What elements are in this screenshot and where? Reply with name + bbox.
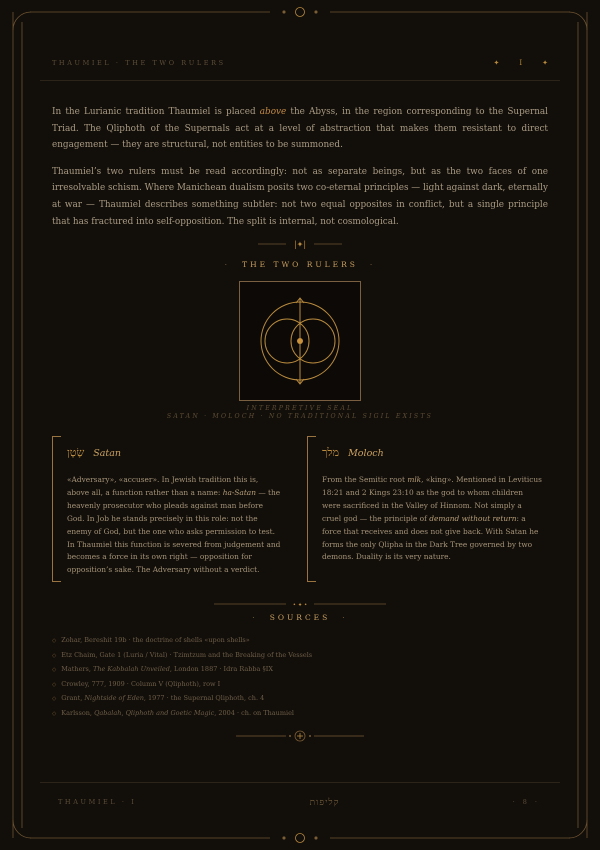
footer-hebrew: קליפות — [309, 797, 340, 808]
divider-ornament-icon — [0, 599, 600, 609]
diamond-bullet-icon: ◇ — [52, 710, 57, 717]
seal-caption-title: INTERPRETIVE SEAL — [246, 405, 354, 412]
paragraph-2: Thaumiel’s two rulers must be read accordingly: not as separate beings, but as the two faces of one irresolvable schism. Where Manichean dualism posits two co-eternal principles — light against dark, eternally at war — Thaumiel describes something subtler: not two equal opposites in conflict, but a single principle that has fractured into self-opposition. The split is internal, not cosmological. — [52, 166, 548, 227]
card-heading — [67, 446, 121, 459]
list-item: ◇ Etz Chaim, Gate 1 (Luria / Vital) · Tzimtzum and the Breaking of the Vessels — [52, 650, 313, 659]
section-title-rulers: · THE TWO RULERS · — [224, 260, 376, 269]
seal-caption-note: SATAN · MOLOCH · NO TRADITIONAL SIGIL EXISTS — [166, 413, 434, 420]
card-heading — [322, 446, 384, 459]
emphasis-above: above — [259, 107, 287, 117]
running-title: THAUMIEL · THE TWO RULERS — [52, 59, 226, 67]
running-header — [52, 56, 548, 70]
star-icon: ✦ — [493, 59, 500, 67]
list-item: ◇ Crowley, 777, 1909 · Column V (Qliphoth), row I — [52, 679, 221, 688]
card-body: From the Semitic root mlk, «king». Mentioned in Leviticus 18:21 and 2 Kings 23:10 as the god to whom children were sacrificed in the Valley of Hinnom. Not simply a cruel god — the principle of demand without return: a force that receives and does not give back. With Satan he forms the only Qlipha in the Dark Tree governed by two demons. Duality is its very nature. — [322, 475, 542, 562]
divider-ornament-icon — [0, 236, 600, 252]
ruler-card-satan — [52, 436, 285, 582]
ruler-card-moloch — [307, 436, 546, 582]
list-item: ◇ Zohar, Bereshit 19b · the doctrine of shells «upon shells» — [52, 636, 250, 644]
footer-title: THAUMIEL · I — [58, 798, 137, 806]
section-divider — [0, 236, 600, 252]
footer-rule — [40, 782, 560, 783]
header-rule — [40, 80, 560, 81]
list-item: ◇ Karlsson, Qabalah, Qliphoth and Goetic Magic, 2004 · ch. on Thaumiel — [52, 708, 294, 717]
section-divider — [0, 594, 600, 609]
hebrew-name: מלך — [322, 446, 340, 459]
diamond-bullet-icon: ◇ — [52, 638, 57, 644]
sources-list — [52, 634, 548, 721]
body-text — [52, 104, 548, 240]
diamond-bullet-icon: ◇ — [52, 681, 57, 688]
svg-text:• ✦ •: • ✦ • — [292, 602, 308, 609]
end-ornament-icon — [0, 729, 600, 743]
ruler-name: Moloch — [348, 448, 384, 459]
card-body: «Adversary», «accuser». In Jewish tradition this is, above all, a function rather than a name: ha-Satan — the heavenly prosecutor who pleads against man before God. In Job he stands precisely in this role: not the enemy of God, but the one who asks permission to test. In Thaumiel this function is severed from judgement and becomes a force in its own right — opposition for opposition’s sake. The Adversary without a verdict. — [67, 475, 281, 575]
ruler-name: Satan — [93, 448, 122, 459]
page-number: · 8 · — [512, 798, 540, 806]
list-item: ◇ Grant, Nightside of Eden, 1977 · the Supernal Qliphoth, ch. 4 — [52, 694, 265, 702]
list-item: ◇ Mathers, The Kabbalah Unveiled, London 1887 · Idra Rabba §IX — [52, 665, 273, 673]
header-marks — [493, 59, 548, 67]
running-footer — [58, 796, 540, 808]
interpretive-seal — [239, 281, 361, 401]
section-title-sources: · SOURCES · — [252, 613, 348, 622]
seal-sigil-icon — [240, 282, 360, 400]
hebrew-name: שָׂטָן — [67, 446, 85, 459]
diamond-bullet-icon: ◇ — [52, 667, 57, 673]
diamond-bullet-icon: ◇ — [52, 652, 57, 659]
diamond-bullet-icon: ◇ — [52, 696, 57, 702]
paragraph-1: In the Lurianic tradition Thaumiel is placed above the Abyss, in the region corresponding to the Supernal Triad. The Qliphoth of the Supernals act at a level of abstraction that makes them resistant to direct engagement — they are structural, not entities to be summoned. — [52, 107, 548, 151]
chapter-numeral: I — [519, 59, 523, 67]
star-icon: ✦ — [542, 59, 548, 67]
end-ornament — [0, 728, 600, 742]
svg-text:|✦|: |✦| — [293, 240, 307, 249]
